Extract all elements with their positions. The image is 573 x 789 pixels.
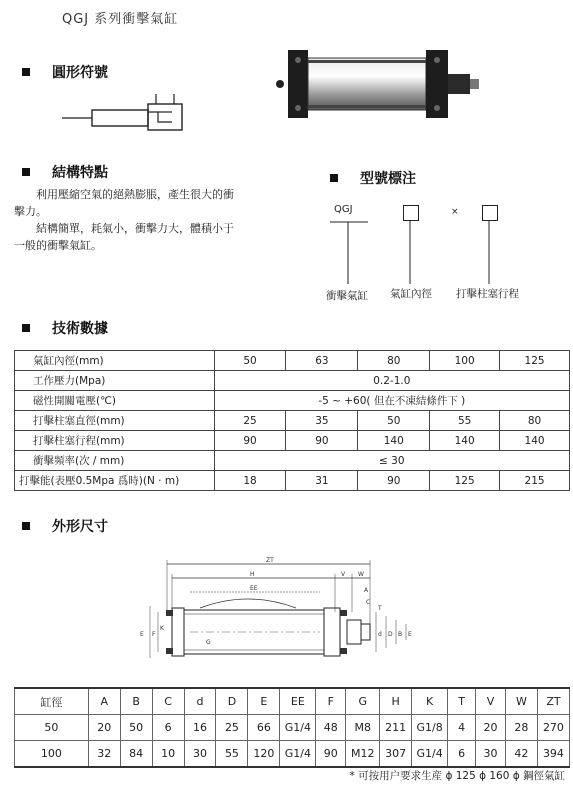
model-leader-lines xyxy=(320,218,520,290)
dim-header: K xyxy=(412,688,448,715)
dim-label-c: C xyxy=(366,599,371,606)
dim-cell: 25 xyxy=(216,715,248,741)
dim-cell: 32 xyxy=(88,741,120,768)
spec-label: 打擊柱塞直徑(mm) xyxy=(15,411,215,431)
dim-cell: 4 xyxy=(448,715,476,741)
spec-cell: 35 xyxy=(286,411,358,431)
cylinder-symbol-diagram xyxy=(58,88,190,134)
dim-cell: 6 xyxy=(152,715,184,741)
spec-row-pressure xyxy=(15,371,570,391)
spec-cell: 140 xyxy=(430,431,500,451)
dim-label-dd: D xyxy=(388,631,393,638)
dim-cell: 30 xyxy=(184,741,216,768)
spec-label: 衝擊頻率(次 / mm) xyxy=(15,451,215,471)
spec-cell: 215 xyxy=(500,471,570,491)
dim-label-zt: ZT xyxy=(266,557,274,564)
spec-row-bore xyxy=(15,351,570,371)
dim-header: T xyxy=(448,688,476,715)
dim-cell: 16 xyxy=(184,715,216,741)
dim-cell: G1/8 xyxy=(412,715,448,741)
dim-header-row xyxy=(15,688,570,715)
model-label-type: 衝擊氣缸 xyxy=(326,290,368,302)
dim-cell: 20 xyxy=(88,715,120,741)
bullet-square-icon xyxy=(22,324,30,332)
dim-label-h: H xyxy=(250,571,255,578)
page-title: QGJ 系列衝擊氣缸 xyxy=(62,12,179,27)
dim-cell: G1/4 xyxy=(412,741,448,768)
section-symbol-title: 圓形符號 xyxy=(52,65,108,81)
dim-cell: 270 xyxy=(537,715,569,741)
dim-cell: 50 xyxy=(120,715,152,741)
dim-cell: G1/4 xyxy=(280,741,316,768)
spec-cell: ≤ 30 xyxy=(214,451,569,471)
section-dims-heading xyxy=(22,516,108,536)
dim-cell: 394 xyxy=(537,741,569,768)
dim-row-50 xyxy=(15,715,570,741)
bullet-square-icon xyxy=(22,522,30,530)
spec-cell: 125 xyxy=(500,351,570,371)
dim-row-100 xyxy=(15,741,570,768)
dim-header: C xyxy=(152,688,184,715)
spec-cell: 31 xyxy=(286,471,358,491)
dim-header: ZT xyxy=(537,688,569,715)
dim-label-e: E xyxy=(140,631,144,638)
spec-label: 打擊柱塞行程(mm) xyxy=(15,431,215,451)
dim-label-f: F xyxy=(152,631,156,638)
spec-cell: 80 xyxy=(358,351,430,371)
model-label-stroke: 打擊柱塞行程 xyxy=(456,288,519,300)
dim-cell: 55 xyxy=(216,741,248,768)
dim-cell: 30 xyxy=(476,741,506,768)
spec-row-plunger-diameter xyxy=(15,411,570,431)
spec-table xyxy=(14,350,570,491)
spec-cell: 18 xyxy=(214,471,286,491)
bullet-square-icon xyxy=(22,68,30,76)
model-label-bore: 氣缸內徑 xyxy=(390,288,432,300)
spec-cell: -5 ~ +60( 但在不凍結條件下 ) xyxy=(214,391,569,411)
dim-label-t: T xyxy=(378,605,382,612)
section-features-heading xyxy=(22,162,108,182)
spec-row-impact-energy xyxy=(15,471,570,491)
dim-header: F xyxy=(316,688,346,715)
dim-header: W xyxy=(505,688,537,715)
dim-header: A xyxy=(88,688,120,715)
section-dims-title: 外形尺寸 xyxy=(52,519,108,535)
dim-cell: 211 xyxy=(380,715,412,741)
cylinder-product-image xyxy=(272,48,482,122)
dim-label-w: W xyxy=(358,571,364,578)
dim-cell: G1/4 xyxy=(280,715,316,741)
dim-cell: 10 xyxy=(152,741,184,768)
dim-cell: 48 xyxy=(316,715,346,741)
dim-cell: 120 xyxy=(248,741,280,768)
spec-cell: 80 xyxy=(500,411,570,431)
spec-cell: 125 xyxy=(430,471,500,491)
spec-row-temperature xyxy=(15,391,570,411)
features-text xyxy=(14,186,244,254)
section-model-heading xyxy=(330,168,416,188)
spec-row-plunger-stroke xyxy=(15,431,570,451)
dim-cell: 90 xyxy=(316,741,346,768)
section-tech-heading xyxy=(22,318,108,338)
dim-header: D xyxy=(216,688,248,715)
dim-header: E xyxy=(248,688,280,715)
model-prefix: QGJ xyxy=(334,204,353,215)
spec-label: 工作壓力(Mpa) xyxy=(15,371,215,391)
dim-cell: 66 xyxy=(248,715,280,741)
spec-cell: 140 xyxy=(500,431,570,451)
spec-cell: 55 xyxy=(430,411,500,431)
dim-cell: 42 xyxy=(505,741,537,768)
dim-header: EE xyxy=(280,688,316,715)
bullet-square-icon xyxy=(330,174,338,182)
dim-label-ee: EE xyxy=(250,585,258,592)
dimension-table xyxy=(14,687,570,768)
dim-cell: 28 xyxy=(505,715,537,741)
spec-label: 磁性開關電壓(℃) xyxy=(15,391,215,411)
spec-label: 氣缸內徑(mm) xyxy=(15,351,215,371)
dim-label-k: K xyxy=(160,625,164,632)
section-symbol-heading xyxy=(22,62,108,82)
dim-label-v: V xyxy=(341,571,346,578)
dim-cell: 6 xyxy=(448,741,476,768)
dim-cell: 100 xyxy=(15,741,89,768)
dim-header: 缸徑 xyxy=(15,688,89,715)
spec-cell: 0.2-1.0 xyxy=(214,371,569,391)
spec-cell: 25 xyxy=(214,411,286,431)
bullet-square-icon xyxy=(22,168,30,176)
spec-cell: 90 xyxy=(214,431,286,451)
dim-header: H xyxy=(380,688,412,715)
spec-cell: 63 xyxy=(286,351,358,371)
dim-label-b: B xyxy=(398,631,403,638)
spec-cell: 140 xyxy=(358,431,430,451)
dim-cell: 307 xyxy=(380,741,412,768)
spec-cell: 90 xyxy=(286,431,358,451)
dim-header: d xyxy=(184,688,216,715)
section-model-title: 型號標注 xyxy=(360,171,416,187)
features-paragraph-2: 結構簡單，耗氣小，衝擊力大，體積小于一般的衝擊氣缸。 xyxy=(14,222,234,252)
spec-cell: 50 xyxy=(214,351,286,371)
spec-cell: 90 xyxy=(358,471,430,491)
dimension-drawing xyxy=(130,552,420,674)
dim-cell: 20 xyxy=(476,715,506,741)
dim-label-a: A xyxy=(364,587,369,594)
dim-cell: 84 xyxy=(120,741,152,768)
dim-header: G xyxy=(346,688,380,715)
dim-cell: M8 xyxy=(346,715,380,741)
footnote: * 可按用户要求生産 ϕ 125 ϕ 160 ϕ 鋼徑氣缸 xyxy=(349,770,565,782)
section-features-title: 結構特點 xyxy=(52,165,108,181)
features-paragraph-1: 利用壓縮空氣的絕熱膨脹，產生很大的衝擊力。 xyxy=(14,188,234,218)
dim-cell: M12 xyxy=(346,741,380,768)
model-separator: × xyxy=(451,207,459,217)
spec-cell: 50 xyxy=(358,411,430,431)
section-tech-title: 技術數據 xyxy=(52,321,108,337)
dim-cell: 50 xyxy=(15,715,89,741)
spec-cell: 100 xyxy=(430,351,500,371)
dim-header: V xyxy=(476,688,506,715)
spec-row-frequency xyxy=(15,451,570,471)
dim-label-d: d xyxy=(378,631,382,638)
dim-header: B xyxy=(120,688,152,715)
dim-label-g: G xyxy=(206,639,211,646)
dim-label-e2: E xyxy=(408,631,412,638)
spec-label: 打擊能(表壓0.5Mpa 爲時)(N · m) xyxy=(15,471,215,491)
